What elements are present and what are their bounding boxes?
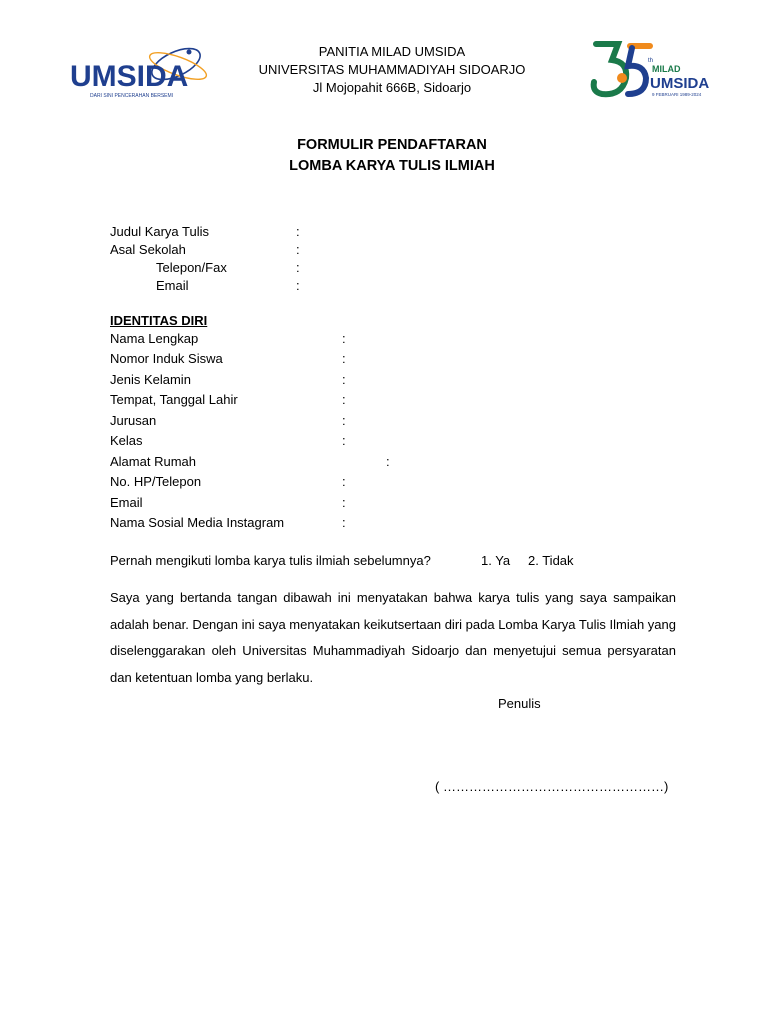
umsida-logo-text: UMSIDA bbox=[70, 60, 189, 93]
field-colon: : bbox=[342, 433, 346, 448]
field-label-asal-sekolah: Asal Sekolah bbox=[110, 242, 186, 257]
field-colon: : bbox=[342, 372, 346, 387]
field-colon: : bbox=[296, 278, 300, 293]
question-option-ya: 1. Ya bbox=[481, 553, 511, 568]
field-colon: : bbox=[342, 495, 346, 510]
field-colon: : bbox=[342, 515, 346, 530]
field-label-ttl: Tempat, Tanggal Lahir bbox=[110, 392, 238, 407]
signature-label: Penulis bbox=[498, 696, 541, 711]
field-colon: : bbox=[342, 474, 346, 489]
milad-logo-suffix: th bbox=[648, 58, 654, 64]
header-committee: PANITIA MILAD UMSIDA bbox=[318, 44, 466, 59]
umsida-logo-tagline: DARI SINI PENCERAHAN BERSEMI bbox=[90, 93, 174, 99]
statement-paragraph: Saya yang bertanda tangan dibawah ini menyatakan bahwa karya tulis yang saya sampaikan adalah benar. Dengan ini saya menyatakan keikutsertaan diri pada Lomba Karya Tulis Ilmiah yang diselenggarakan oleh Universitas Muhammadiyah Sidoarjo dan menyetujui semua persyaratan dan ketentuan lomba yang berlaku. bbox=[110, 590, 676, 685]
signature-line: ( ……………………………………………) bbox=[435, 779, 669, 794]
question-option-tidak: 2. Tidak bbox=[528, 553, 574, 568]
milad-35-logo bbox=[588, 36, 714, 106]
field-label-judul: Judul Karya Tulis bbox=[110, 224, 209, 239]
field-colon: : bbox=[342, 392, 346, 407]
field-label-nama-lengkap: Nama Lengkap bbox=[110, 331, 199, 346]
question-text: Pernah mengikuti lomba karya tulis ilmiah sebelumnya? bbox=[110, 553, 431, 568]
field-colon: : bbox=[386, 454, 390, 469]
header-university: UNIVERSITAS MUHAMMADIYAH SIDOARJO bbox=[258, 62, 526, 77]
field-colon: : bbox=[342, 413, 346, 428]
field-label-no-hp: No. HP/Telepon bbox=[110, 474, 202, 489]
field-label-alamat-rumah: Alamat Rumah bbox=[110, 454, 196, 469]
field-colon: : bbox=[342, 331, 346, 346]
field-label-instagram: Nama Sosial Media Instagram bbox=[110, 515, 285, 530]
field-label-email-sekolah: Email bbox=[156, 278, 189, 293]
field-colon: : bbox=[296, 224, 300, 239]
field-colon: : bbox=[342, 351, 346, 366]
milad-logo-label2: UMSIDA bbox=[650, 75, 710, 92]
field-label-email: Email bbox=[110, 495, 143, 510]
field-label-nis: Nomor Induk Siswa bbox=[110, 351, 223, 366]
field-label-telepon-fax: Telepon/Fax bbox=[156, 260, 227, 275]
form-subtitle: LOMBA KARYA TULIS ILMIAH bbox=[289, 158, 495, 174]
field-colon: : bbox=[296, 242, 300, 257]
milad-logo-date: 9 FEBRUARI 1989-2024 bbox=[652, 92, 702, 97]
section-heading-identitas: IDENTITAS DIRI bbox=[110, 313, 208, 328]
field-label-jurusan: Jurusan bbox=[110, 413, 157, 428]
form-title: FORMULIR PENDAFTARAN bbox=[297, 137, 487, 153]
umsida-logo bbox=[64, 36, 224, 116]
field-colon: : bbox=[296, 260, 300, 275]
field-label-kelas: Kelas bbox=[110, 433, 143, 448]
milad-logo-label1: MILAD bbox=[652, 64, 681, 74]
header-address: Jl Mojopahit 666B, Sidoarjo bbox=[312, 80, 472, 95]
field-label-jenis-kelamin: Jenis Kelamin bbox=[110, 372, 191, 387]
